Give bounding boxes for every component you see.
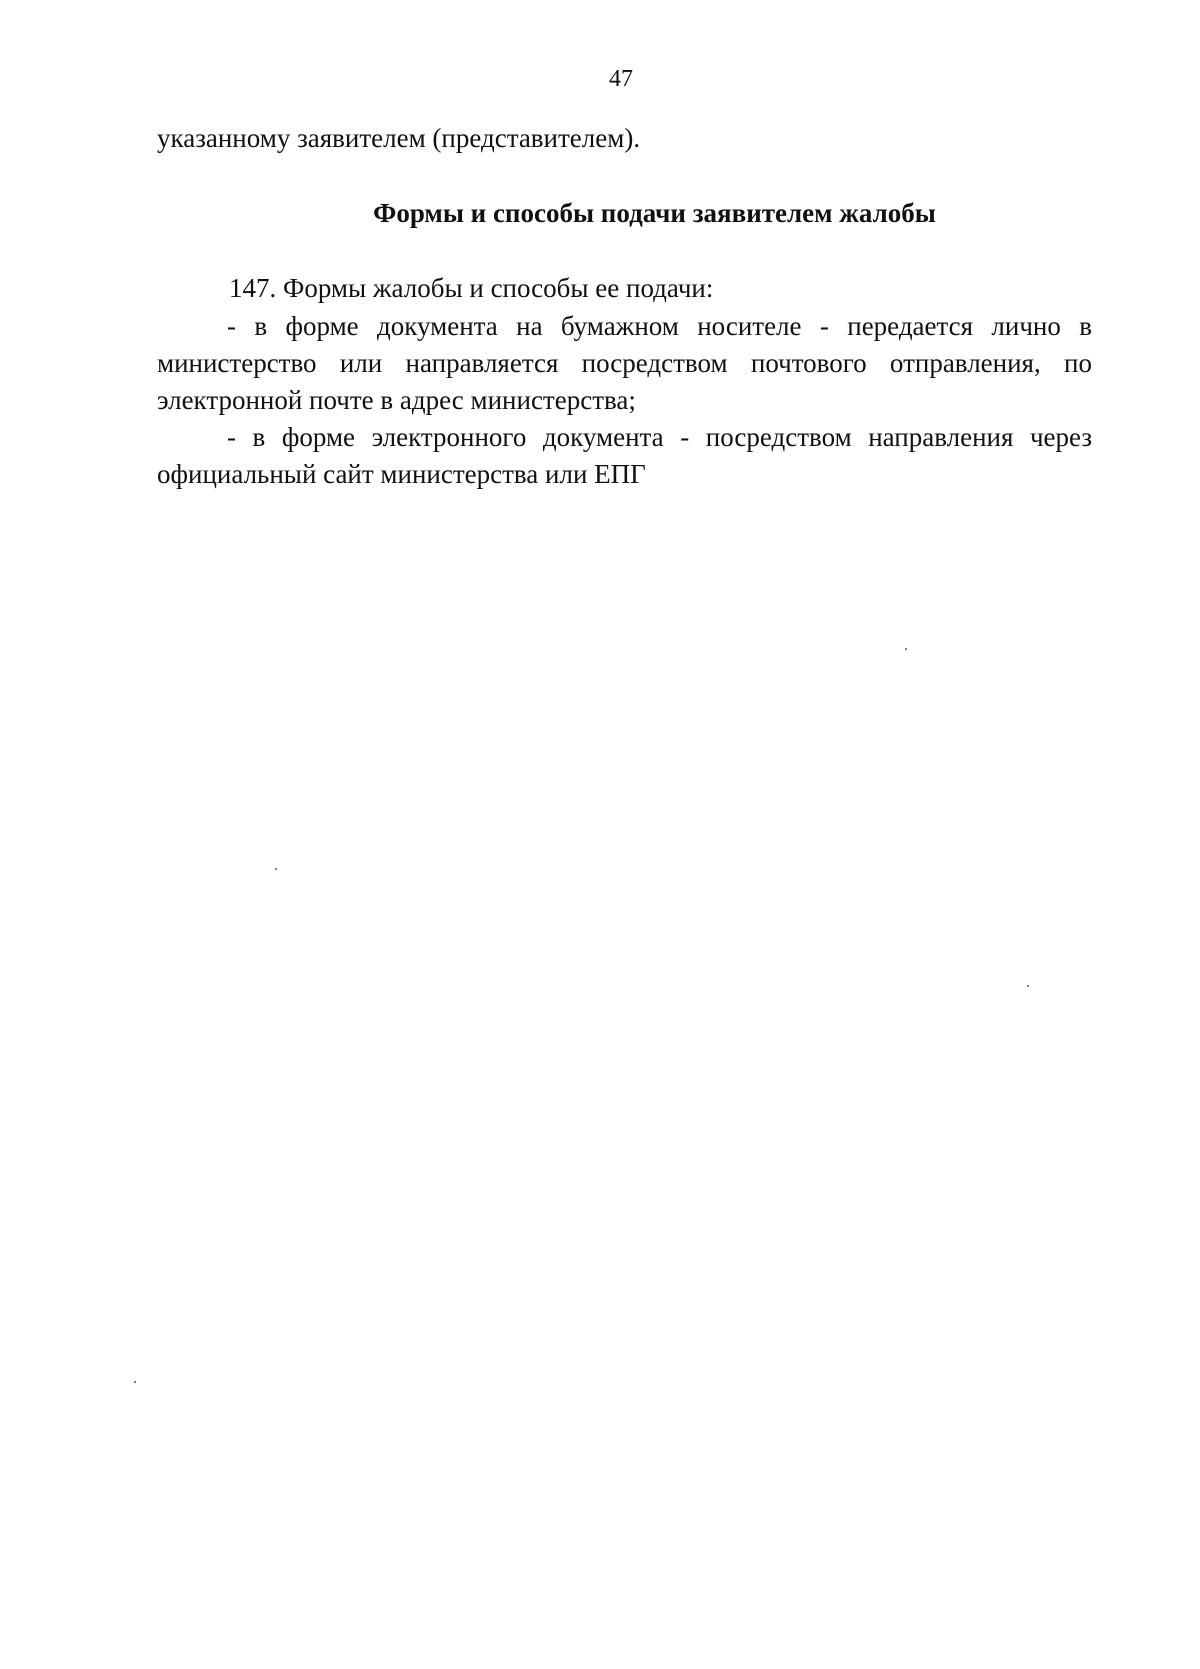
section-heading: Формы и способы подачи заявителем жалобы	[373, 198, 936, 228]
continuation-text: указанному заявителем (представителем).	[157, 123, 641, 153]
paragraph-paper-form: - в форме документа на бумажном носителе - передается лично в министерство или направляется посредством почтового отправления, по электронной почте в адрес министерства;	[157, 311, 1092, 415]
scan-speck	[275, 868, 277, 870]
page-number: 47	[609, 66, 633, 92]
scan-speck	[134, 1381, 136, 1383]
scan-speck	[1027, 985, 1029, 987]
scan-speck	[905, 648, 907, 650]
paragraph-147: 147. Формы жалобы и способы ее подачи:	[229, 273, 714, 303]
section-body	[157, 270, 1092, 493]
paragraph-electronic-form: - в форме электронного документа - посредством направления через официальный сайт министерства или ЕПГ	[157, 422, 1092, 489]
